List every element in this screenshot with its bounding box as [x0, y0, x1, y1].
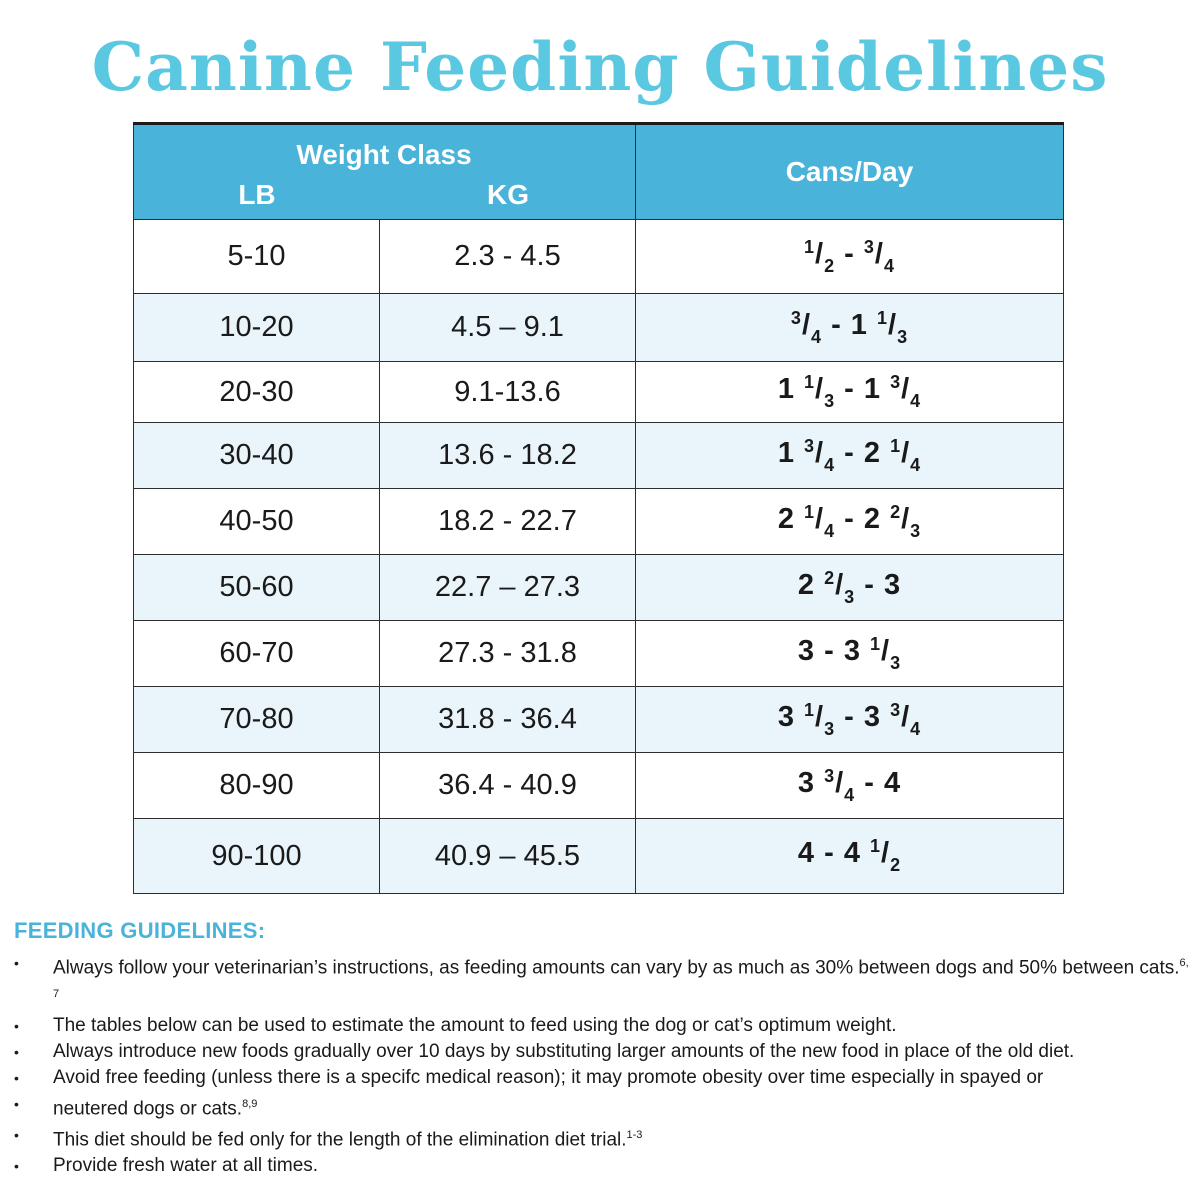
- guideline-item: [14, 1013, 1194, 1039]
- cans-per-day-cell: 2 $^2/_3 - 3$: [636, 555, 1064, 621]
- kg-cell: 40.9 – 45.5: [380, 819, 636, 894]
- bullet-icon: •: [14, 1043, 19, 1060]
- kg-cell: 9.1-13.6: [380, 362, 636, 423]
- guideline-item: [14, 1091, 1194, 1122]
- kg-cell: 13.6 - 18.2: [380, 423, 636, 489]
- lb-cell: 70-80: [134, 687, 380, 753]
- bullet-icon: •: [14, 1017, 19, 1034]
- lb-cell: 40-50: [134, 489, 380, 555]
- lb-cell: 30-40: [134, 423, 380, 489]
- bullet-icon: •: [14, 1095, 19, 1112]
- cans-per-day-cell: 1 $^1/_3 - 1$ $^3/_4$: [636, 362, 1064, 423]
- kg-cell: 27.3 - 31.8: [380, 621, 636, 687]
- guideline-text: Always introduce new foods gradually over 10 days by substituting larger amounts of the new food in place of the old diet.: [53, 1040, 1075, 1062]
- kg-cell: 18.2 - 22.7: [380, 489, 636, 555]
- lb-cell: 60-70: [134, 621, 380, 687]
- table-row: [134, 687, 1064, 753]
- lb-cell: 10-20: [134, 294, 380, 362]
- guidelines-list: [14, 950, 1194, 1179]
- cans-per-day-cell: 3 - 3 $^1/_3$: [636, 621, 1064, 687]
- feeding-guidelines-section: [14, 918, 1194, 1179]
- weight-class-header: [134, 124, 636, 220]
- cans-per-day-cell: 4 - 4 $^1/_2$: [636, 819, 1064, 894]
- lb-cell: 50-60: [134, 555, 380, 621]
- guideline-item: [14, 950, 1194, 1013]
- table-row: [134, 555, 1064, 621]
- guideline-text: Avoid free feeding (unless there is a specifc medical reason); it may promote obesity over time especially in spayed or: [53, 1066, 1044, 1088]
- bullet-icon: •: [14, 1069, 19, 1086]
- cans-per-day-cell: $^3/_4 - 1$ $^1/_3$: [636, 294, 1064, 362]
- table-row: [134, 621, 1064, 687]
- table-row: [134, 362, 1064, 423]
- guideline-text: Provide fresh water at all times.: [53, 1155, 319, 1177]
- guideline-item: [14, 1039, 1194, 1065]
- guideline-item: [14, 1122, 1194, 1153]
- bullet-icon: •: [14, 1126, 19, 1143]
- page-title: Canine Feeding Guidelines: [91, 28, 1109, 106]
- table-row: [134, 220, 1064, 294]
- lb-cell: 80-90: [134, 753, 380, 819]
- cans-per-day-cell: 1 $^3/_4 - 2$ $^1/_4$: [636, 423, 1064, 489]
- kg-cell: 22.7 – 27.3: [380, 555, 636, 621]
- cans-per-day-header: Cans/Day: [636, 124, 1064, 220]
- kg-cell: 36.4 - 40.9: [380, 753, 636, 819]
- weight-class-label: Weight Class: [296, 139, 472, 170]
- lb-column-header: LB: [238, 179, 276, 210]
- kg-cell: 31.8 - 36.4: [380, 687, 636, 753]
- guideline-text: Always follow your veterinarian’s instructions, as feeding amounts can vary by as much as 30% between dogs and 50% between cats.: [53, 957, 1180, 979]
- cans-per-day-cell: $^1/_2 - ^3/_4$: [636, 220, 1064, 294]
- lb-cell: 5-10: [134, 220, 380, 294]
- lb-cell: 90-100: [134, 819, 380, 894]
- table-row: [134, 819, 1064, 894]
- bullet-icon: •: [14, 955, 19, 971]
- feeding-table: [133, 122, 1064, 894]
- kg-cell: 2.3 - 4.5: [380, 220, 636, 294]
- cans-per-day-cell: 3 $^1/_3 - 3$ $^3/_4$: [636, 687, 1064, 753]
- guideline-item: [14, 1065, 1194, 1091]
- guideline-text: neutered dogs or cats.: [53, 1097, 243, 1119]
- reference-superscript: 6, 7: [53, 957, 1189, 1001]
- table-row: [134, 294, 1064, 362]
- guidelines-heading: FEEDING GUIDELINES:: [14, 918, 266, 943]
- table-row: [134, 423, 1064, 489]
- guideline-text: This diet should be fed only for the length of the elimination diet trial.: [53, 1129, 627, 1151]
- kg-column-header: KG: [487, 179, 529, 210]
- guideline-text: The tables below can be used to estimate the amount to feed using the dog or cat’s optimum weight.: [53, 1014, 897, 1036]
- reference-superscript: 1-3: [626, 1128, 643, 1141]
- table-row: [134, 489, 1064, 555]
- lb-cell: 20-30: [134, 362, 380, 423]
- kg-cell: 4.5 – 9.1: [380, 294, 636, 362]
- cans-per-day-cell: 3 $^3/_4 - 4$: [636, 753, 1064, 819]
- guideline-item: [14, 1153, 1194, 1179]
- reference-superscript: 8,9: [242, 1097, 258, 1110]
- bullet-icon: •: [14, 1158, 19, 1175]
- cans-per-day-cell: 2 $^1/_4 - 2$ $^2/_3$: [636, 489, 1064, 555]
- table-row: [134, 753, 1064, 819]
